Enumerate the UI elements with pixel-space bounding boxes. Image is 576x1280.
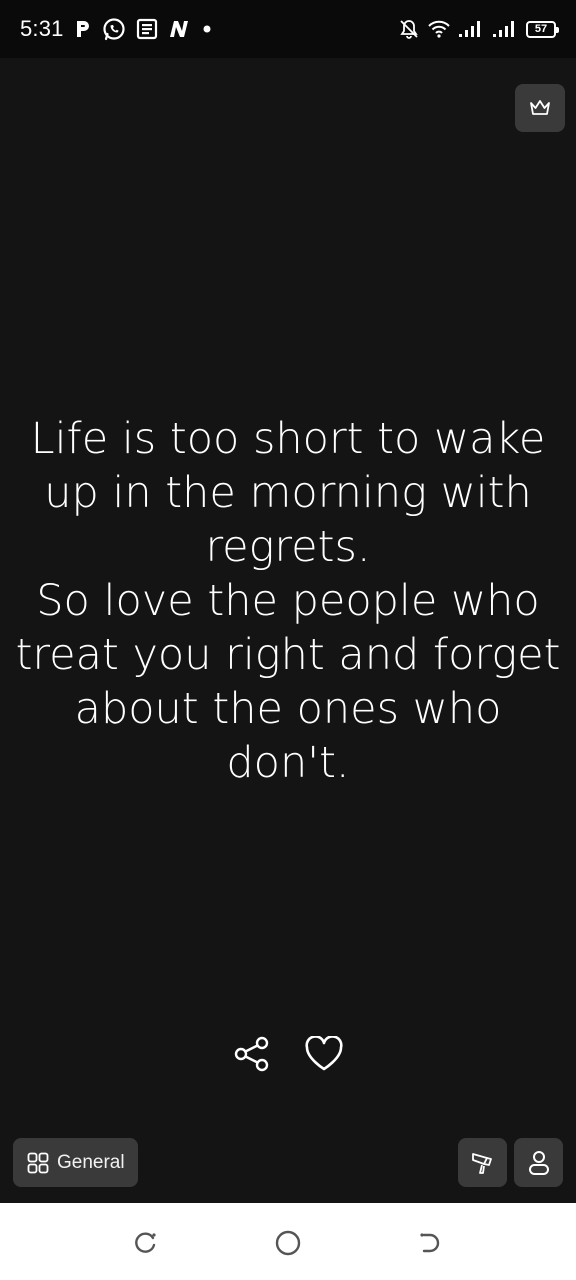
recents-icon xyxy=(133,1230,159,1256)
status-right xyxy=(398,18,556,40)
navigation-bar xyxy=(0,1203,576,1280)
home-button[interactable] xyxy=(268,1223,308,1263)
signal-icon-1 xyxy=(458,20,484,38)
category-label: General xyxy=(57,1151,125,1173)
whatsapp-icon xyxy=(102,17,126,41)
share-icon xyxy=(233,1035,271,1073)
crown-icon xyxy=(529,99,551,117)
battery-level: 57 xyxy=(534,22,548,35)
heart-icon xyxy=(304,1036,344,1072)
battery-icon xyxy=(526,21,556,38)
status-bar xyxy=(0,0,576,58)
share-button[interactable] xyxy=(232,1034,272,1074)
category-button[interactable] xyxy=(13,1138,138,1187)
home-circle-icon xyxy=(274,1229,302,1257)
status-time: 5:31 xyxy=(20,16,64,41)
paint-roller-icon xyxy=(470,1150,496,1176)
profile-button[interactable] xyxy=(514,1138,563,1187)
dot-icon xyxy=(200,22,214,36)
n-app-icon xyxy=(168,19,190,39)
recents-button[interactable] xyxy=(126,1223,166,1263)
p-app-icon xyxy=(74,19,92,39)
quote-text: Life is too short to wake up in the morning with regrets. So love the people who treat you right and forget about the ones who don't. xyxy=(15,414,561,788)
mute-bell-icon xyxy=(398,18,420,40)
back-icon xyxy=(415,1230,441,1256)
back-button[interactable] xyxy=(408,1223,448,1263)
news-icon xyxy=(136,18,158,40)
user-icon xyxy=(528,1150,550,1176)
grid-icon xyxy=(27,1152,49,1174)
wifi-icon xyxy=(428,20,450,38)
status-left xyxy=(20,16,214,42)
like-button[interactable] xyxy=(302,1034,346,1074)
signal-icon-2 xyxy=(492,20,518,38)
theme-button[interactable] xyxy=(458,1138,507,1187)
premium-button[interactable] xyxy=(515,84,565,132)
